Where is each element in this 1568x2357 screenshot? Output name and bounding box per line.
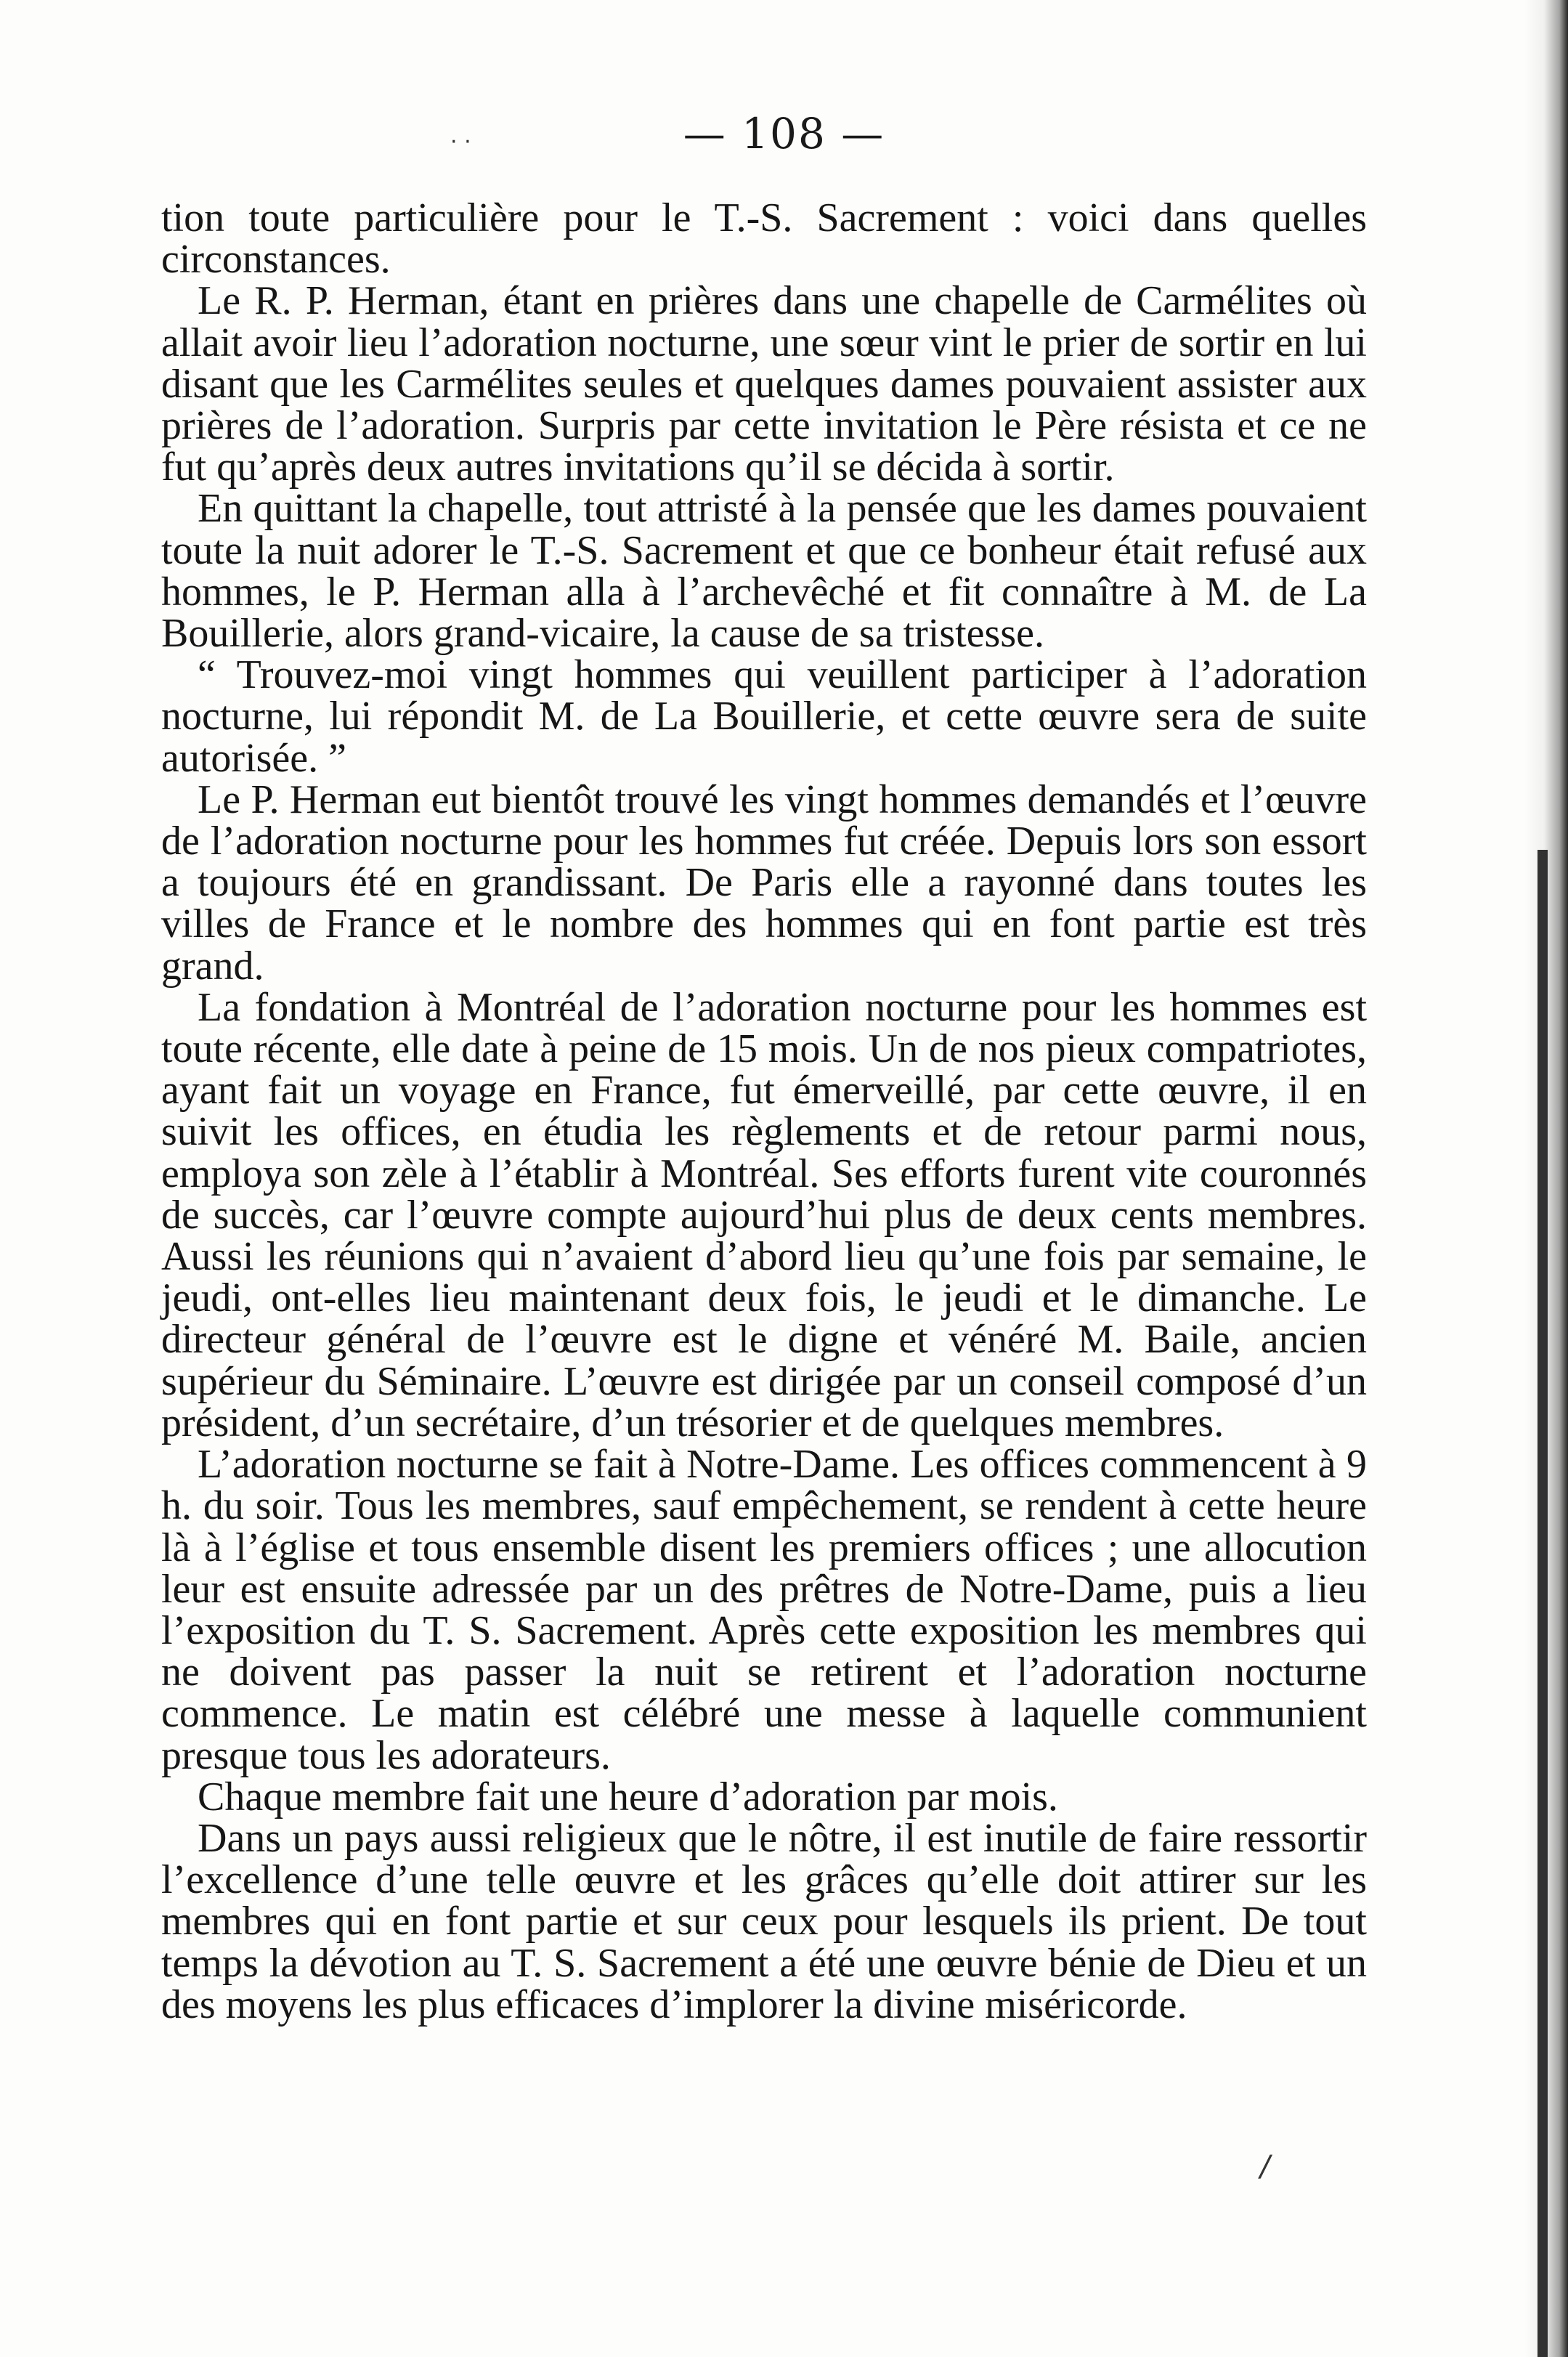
binding-edge [1537,850,1548,2357]
paragraph: Le P. Herman eut bientôt trouvé les vingt hommes demandés et l’œuvre de l’adoration nocturne pour les hommes fut créée. Depuis lors son essort a toujours été en grandissant. De Paris elle a rayonné dans toutes les villes de France et le nombre des hommes qui en font partie est très grand. [161,776,1367,989]
print-speck: · · [450,129,471,155]
body-text [161,195,1367,2027]
paragraph: En quittant la chapelle, tout attristé à la pensée que les dames pouvaient toute la nuit adorer le T.-S. Sacrement et que ce bonheur était refusé aux hommes, le P. Herman alla à l’archevêché et fit connaître à M. de La Bouillerie, alors grand-vicaire, la cause de sa tristesse. [161,486,1367,657]
page-number: — 108 — [683,109,885,158]
print-speck: / [1260,2150,1270,2183]
paragraph: Le R. P. Herman, étant en prières dans une chapelle de Carmélites où allait avoir lieu l’adoration nocturne, une sœur vint le prier de sortir en lui disant que les Carmélites seules et quelques dames pouvaient assister aux prières de l’adoration. Surpris par cette invitation le Père résista et ce ne fut qu’après deux autres invitations qu’il se décida à sortir. [161,278,1367,490]
paragraph: tion toute particulière pour le T.-S. Sacrement : voici dans quelles circonstances. [161,195,1367,283]
paragraph: Chaque membre fait une heure d’adoration par mois. [198,1774,1058,1820]
paragraph: “ Trouvez-moi vingt hommes qui veuillent participer à l’adoration nocturne, lui répondit M. de La Bouillerie, et cette œuvre sera de suite autorisée. ” [161,652,1367,781]
paragraph: Dans un pays aussi religieux que le nôtre, il est inutile de faire ressortir l’excellence d’une telle œuvre et les grâces qu’elle doit attirer sur les membres qui en font partie et sur ceux pour lesquels ils prient. De tout temps la dévotion au T. S. Sacrement a été une œuvre bénie de Dieu et un des moyens les plus efficaces d’implorer la divine miséricorde. [161,1815,1367,2027]
paragraph: La fondation à Montréal de l’adoration nocturne pour les hommes est toute récente, elle date à peine de 15 mois. Un de nos pieux compatriotes, ayant fait un voyage en France, fut émerveillé, par cette œuvre, il en suivit les offices, en étudia les règlements et de retour parmi nous, employa son zèle à l’établir à Montréal. Ses efforts furent vite couronnés de succès, car l’œuvre compte aujourd’hui plus de deux cents membres. Aussi les réunions qui n’avaient d’abord lieu qu’une fois par semaine, le jeudi, ont-elles lieu maintenant deux fois, le jeudi et le dimanche. Le directeur général de l’œuvre est le digne et vénéré M. Baile, ancien supérieur du Séminaire. L’œuvre est dirigée par un conseil composé d’un président, d’un secrétaire, d’un trésorier et de quelques membres. [161,984,1367,1445]
paragraph: L’adoration nocturne se fait à Notre-Dame. Les offices commencent à 9 h. du soir. Tous les membres, sauf empêchement, se rendent à cette heure là à l’église et tous ensemble disent les premiers offices ; une allocution leur est ensuite adressée par un des prêtres de Notre-Dame, puis a lieu l’exposition du T. S. Sacrement. Après cette exposition les membres qui ne doivent pas passer la nuit se retirent et l’adoration nocturne commence. Le matin est célébré une messe à laquelle communient presque tous les adorateurs. [161,1442,1367,1778]
